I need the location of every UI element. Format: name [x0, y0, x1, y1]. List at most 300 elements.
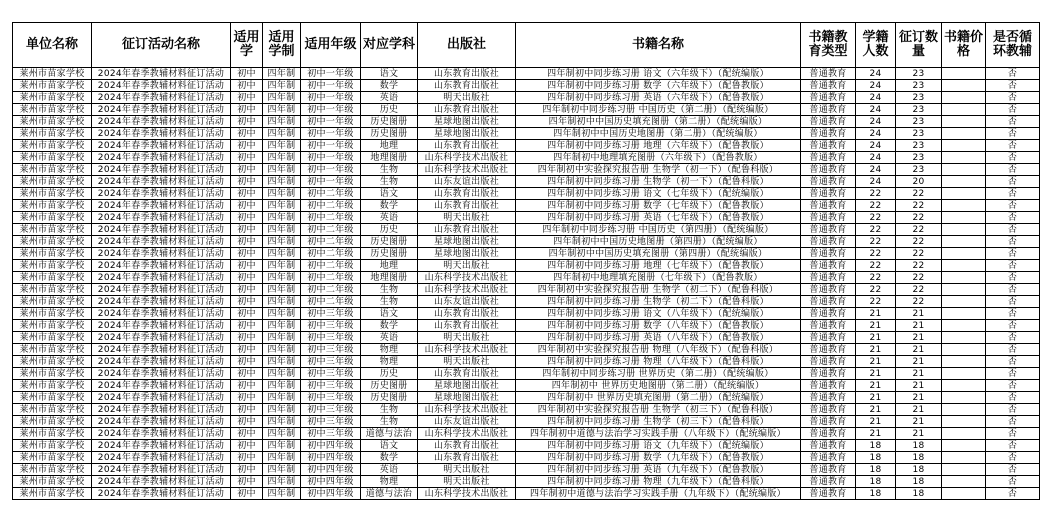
cell-school-system: 四年制: [263, 320, 301, 332]
cell-grade: 初中三年级: [301, 344, 361, 356]
cell-education-type: 普通教育: [801, 320, 856, 332]
cell-order-quantity: 21: [896, 344, 942, 356]
cell-book-title: 四年制初中同步练习册 生物学（初三下）（配鲁科版）: [516, 416, 801, 428]
cell-unit-name: 莱州市苗家学校: [13, 488, 92, 500]
cell-unit-name: 莱州市苗家学校: [13, 152, 92, 164]
cell-education-type: 普通教育: [801, 260, 856, 272]
cell-book-title: 四年制初中中国历史填充图册（第二册）（配统编版）: [516, 116, 801, 128]
cell-enrolled-count: 24: [856, 128, 896, 140]
cell-activity-name: 2024年春季教辅材料征订活动: [92, 452, 231, 464]
header-activity-name: 征订活动名称: [92, 23, 231, 68]
header-book-price: 书籍价格: [942, 23, 986, 68]
cell-book-title: 四年制初中同步练习册 语文（八年级下）（配统编版）: [516, 308, 801, 320]
cell-book-title: 四年制初中同步练习册 英语（八年级下）（配鲁教版）: [516, 332, 801, 344]
cell-activity-name: 2024年春季教辅材料征订活动: [92, 416, 231, 428]
cell-school-system: 四年制: [263, 224, 301, 236]
cell-recycled-flag: 否: [986, 212, 1040, 224]
cell-subject: 生物: [361, 164, 418, 176]
cell-book-price: [942, 308, 986, 320]
cell-grade: 初中二年级: [301, 212, 361, 224]
table-row: [13, 260, 1040, 272]
cell-recycled-flag: 否: [986, 344, 1040, 356]
cell-order-quantity: 21: [896, 380, 942, 392]
cell-order-quantity: 22: [896, 248, 942, 260]
cell-school-stage: 初中: [231, 368, 263, 380]
cell-recycled-flag: 否: [986, 152, 1040, 164]
cell-publisher: 山东友谊出版社: [418, 416, 516, 428]
cell-activity-name: 2024年春季教辅材料征订活动: [92, 164, 231, 176]
cell-education-type: 普通教育: [801, 140, 856, 152]
cell-school-system: 四年制: [263, 104, 301, 116]
cell-book-title: 四年制初中同步练习册 生物学（初一下）（配鲁科版）: [516, 176, 801, 188]
cell-recycled-flag: 否: [986, 140, 1040, 152]
table-row: [13, 416, 1040, 428]
cell-school-system: 四年制: [263, 476, 301, 488]
cell-grade: 初中三年级: [301, 404, 361, 416]
cell-recycled-flag: 否: [986, 272, 1040, 284]
cell-order-quantity: 23: [896, 128, 942, 140]
cell-school-stage: 初中: [231, 164, 263, 176]
cell-publisher: 山东科学技术出版社: [418, 152, 516, 164]
cell-school-system: 四年制: [263, 332, 301, 344]
cell-education-type: 普通教育: [801, 416, 856, 428]
cell-book-price: [942, 272, 986, 284]
cell-education-type: 普通教育: [801, 236, 856, 248]
cell-school-system: 四年制: [263, 212, 301, 224]
cell-enrolled-count: 21: [856, 368, 896, 380]
cell-book-title: 四年制初中中国历史地图册（第二册）（配统编版）: [516, 128, 801, 140]
cell-activity-name: 2024年春季教辅材料征订活动: [92, 332, 231, 344]
cell-grade: 初中一年级: [301, 128, 361, 140]
table-row: [13, 164, 1040, 176]
table-row: [13, 116, 1040, 128]
cell-subject: 生物: [361, 404, 418, 416]
cell-unit-name: 莱州市苗家学校: [13, 356, 92, 368]
cell-book-price: [942, 236, 986, 248]
cell-recycled-flag: 否: [986, 404, 1040, 416]
cell-enrolled-count: 22: [856, 272, 896, 284]
cell-grade: 初中三年级: [301, 320, 361, 332]
cell-grade: 初中一年级: [301, 104, 361, 116]
cell-enrolled-count: 21: [856, 380, 896, 392]
cell-activity-name: 2024年春季教辅材料征订活动: [92, 320, 231, 332]
cell-unit-name: 莱州市苗家学校: [13, 332, 92, 344]
cell-publisher: 山东教育出版社: [418, 440, 516, 452]
cell-education-type: 普通教育: [801, 488, 856, 500]
cell-education-type: 普通教育: [801, 404, 856, 416]
cell-school-system: 四年制: [263, 152, 301, 164]
cell-subject: 数学: [361, 452, 418, 464]
cell-activity-name: 2024年春季教辅材料征订活动: [92, 212, 231, 224]
cell-grade: 初中二年级: [301, 296, 361, 308]
cell-school-system: 四年制: [263, 440, 301, 452]
cell-unit-name: 莱州市苗家学校: [13, 344, 92, 356]
cell-subject: 历史图册: [361, 248, 418, 260]
cell-book-title: 四年制初中实验探究报告册 物理（八年级下）（配鲁科版）: [516, 344, 801, 356]
table-row: [13, 320, 1040, 332]
cell-enrolled-count: 21: [856, 404, 896, 416]
cell-education-type: 普通教育: [801, 128, 856, 140]
cell-grade: 初中一年级: [301, 152, 361, 164]
cell-enrolled-count: 21: [856, 308, 896, 320]
cell-recycled-flag: 否: [986, 380, 1040, 392]
cell-school-stage: 初中: [231, 464, 263, 476]
cell-enrolled-count: 24: [856, 176, 896, 188]
cell-book-price: [942, 152, 986, 164]
cell-education-type: 普通教育: [801, 152, 856, 164]
cell-order-quantity: 22: [896, 224, 942, 236]
cell-book-price: [942, 332, 986, 344]
table-row: [13, 140, 1040, 152]
cell-book-title: 四年制初中同步练习册 数学（六年级下）（配鲁教版）: [516, 80, 801, 92]
cell-school-stage: 初中: [231, 260, 263, 272]
cell-grade: 初中二年级: [301, 260, 361, 272]
cell-book-title: 四年制初中同步练习册 数学（九年级下）（配鲁教版）: [516, 452, 801, 464]
cell-activity-name: 2024年春季教辅材料征订活动: [92, 464, 231, 476]
cell-book-price: [942, 248, 986, 260]
cell-recycled-flag: 否: [986, 440, 1040, 452]
cell-enrolled-count: 22: [856, 284, 896, 296]
cell-grade: 初中四年级: [301, 452, 361, 464]
cell-school-stage: 初中: [231, 176, 263, 188]
cell-unit-name: 莱州市苗家学校: [13, 440, 92, 452]
cell-recycled-flag: 否: [986, 296, 1040, 308]
cell-book-price: [942, 380, 986, 392]
cell-grade: 初中三年级: [301, 308, 361, 320]
cell-education-type: 普通教育: [801, 188, 856, 200]
cell-school-stage: 初中: [231, 236, 263, 248]
cell-unit-name: 莱州市苗家学校: [13, 116, 92, 128]
header-enrolled-count: 学籍人数: [856, 23, 896, 68]
cell-activity-name: 2024年春季教辅材料征订活动: [92, 308, 231, 320]
cell-unit-name: 莱州市苗家学校: [13, 176, 92, 188]
header-unit-name: 单位名称: [13, 23, 92, 68]
cell-school-stage: 初中: [231, 404, 263, 416]
cell-book-price: [942, 392, 986, 404]
cell-subject: 数学: [361, 80, 418, 92]
cell-unit-name: 莱州市苗家学校: [13, 260, 92, 272]
cell-unit-name: 莱州市苗家学校: [13, 296, 92, 308]
table-row: [13, 272, 1040, 284]
cell-activity-name: 2024年春季教辅材料征订活动: [92, 344, 231, 356]
cell-order-quantity: 22: [896, 188, 942, 200]
cell-activity-name: 2024年春季教辅材料征订活动: [92, 176, 231, 188]
table-row: [13, 236, 1040, 248]
cell-enrolled-count: 22: [856, 248, 896, 260]
cell-book-price: [942, 92, 986, 104]
cell-grade: 初中二年级: [301, 200, 361, 212]
cell-recycled-flag: 否: [986, 464, 1040, 476]
cell-school-system: 四年制: [263, 416, 301, 428]
cell-recycled-flag: 否: [986, 284, 1040, 296]
cell-order-quantity: 18: [896, 488, 942, 500]
cell-school-stage: 初中: [231, 428, 263, 440]
cell-school-stage: 初中: [231, 308, 263, 320]
table-row: [13, 464, 1040, 476]
cell-education-type: 普通教育: [801, 296, 856, 308]
cell-education-type: 普通教育: [801, 68, 856, 80]
cell-unit-name: 莱州市苗家学校: [13, 416, 92, 428]
cell-order-quantity: 22: [896, 236, 942, 248]
cell-book-price: [942, 284, 986, 296]
cell-grade: 初中一年级: [301, 164, 361, 176]
cell-school-system: 四年制: [263, 392, 301, 404]
cell-subject: 历史图册: [361, 380, 418, 392]
table-row: [13, 404, 1040, 416]
cell-education-type: 普通教育: [801, 332, 856, 344]
table-header: [13, 23, 1040, 68]
cell-unit-name: 莱州市苗家学校: [13, 200, 92, 212]
cell-enrolled-count: 21: [856, 392, 896, 404]
cell-order-quantity: 23: [896, 116, 942, 128]
cell-unit-name: 莱州市苗家学校: [13, 80, 92, 92]
cell-activity-name: 2024年春季教辅材料征订活动: [92, 116, 231, 128]
cell-unit-name: 莱州市苗家学校: [13, 404, 92, 416]
cell-education-type: 普通教育: [801, 176, 856, 188]
cell-school-stage: 初中: [231, 68, 263, 80]
cell-enrolled-count: 24: [856, 80, 896, 92]
cell-publisher: 明天出版社: [418, 332, 516, 344]
cell-grade: 初中一年级: [301, 80, 361, 92]
cell-grade: 初中四年级: [301, 476, 361, 488]
cell-education-type: 普通教育: [801, 248, 856, 260]
cell-school-system: 四年制: [263, 140, 301, 152]
cell-publisher: 明天出版社: [418, 260, 516, 272]
cell-activity-name: 2024年春季教辅材料征订活动: [92, 68, 231, 80]
cell-school-system: 四年制: [263, 488, 301, 500]
cell-enrolled-count: 24: [856, 140, 896, 152]
cell-publisher: 山东教育出版社: [418, 140, 516, 152]
cell-recycled-flag: 否: [986, 164, 1040, 176]
cell-publisher: 山东科学技术出版社: [418, 272, 516, 284]
cell-order-quantity: 21: [896, 404, 942, 416]
cell-subject: 英语: [361, 464, 418, 476]
cell-enrolled-count: 18: [856, 464, 896, 476]
cell-subject: 英语: [361, 332, 418, 344]
cell-unit-name: 莱州市苗家学校: [13, 128, 92, 140]
table-row: [13, 392, 1040, 404]
cell-unit-name: 莱州市苗家学校: [13, 272, 92, 284]
cell-publisher: 山东教育出版社: [418, 320, 516, 332]
cell-school-stage: 初中: [231, 416, 263, 428]
cell-order-quantity: 22: [896, 296, 942, 308]
cell-publisher: 明天出版社: [418, 212, 516, 224]
cell-book-title: 四年制初中同步练习册 物理（九年级下）（配鲁科版）: [516, 476, 801, 488]
cell-enrolled-count: 22: [856, 296, 896, 308]
cell-recycled-flag: 否: [986, 224, 1040, 236]
table-row: [13, 128, 1040, 140]
cell-school-stage: 初中: [231, 92, 263, 104]
cell-school-system: 四年制: [263, 128, 301, 140]
cell-publisher: 星球地图出版社: [418, 236, 516, 248]
cell-publisher: 明天出版社: [418, 476, 516, 488]
cell-book-price: [942, 452, 986, 464]
cell-publisher: 山东科学技术出版社: [418, 164, 516, 176]
cell-recycled-flag: 否: [986, 416, 1040, 428]
cell-grade: 初中二年级: [301, 272, 361, 284]
cell-book-price: [942, 200, 986, 212]
cell-book-price: [942, 428, 986, 440]
cell-recycled-flag: 否: [986, 92, 1040, 104]
cell-recycled-flag: 否: [986, 260, 1040, 272]
cell-order-quantity: 18: [896, 440, 942, 452]
cell-school-system: 四年制: [263, 284, 301, 296]
cell-book-title: 四年制初中实验探究报告册 生物学（初一下）（配鲁科版）: [516, 164, 801, 176]
cell-subject: 数学: [361, 200, 418, 212]
cell-unit-name: 莱州市苗家学校: [13, 164, 92, 176]
cell-unit-name: 莱州市苗家学校: [13, 368, 92, 380]
cell-school-system: 四年制: [263, 368, 301, 380]
cell-recycled-flag: 否: [986, 80, 1040, 92]
cell-recycled-flag: 否: [986, 368, 1040, 380]
cell-order-quantity: 18: [896, 476, 942, 488]
table-row: [13, 212, 1040, 224]
cell-book-title: 四年制初中同步练习册 语文（六年级下）（配统编版）: [516, 68, 801, 80]
cell-book-title: 四年制初中同步练习册 地理（七年级下）（配鲁教版）: [516, 260, 801, 272]
cell-grade: 初中三年级: [301, 380, 361, 392]
cell-activity-name: 2024年春季教辅材料征订活动: [92, 224, 231, 236]
cell-book-title: 四年制初中同步练习册 英语（六年级下）（配鲁教版）: [516, 92, 801, 104]
cell-publisher: 明天出版社: [418, 356, 516, 368]
cell-book-title: 四年制初中中国历史地图册（第四册）（配统编版）: [516, 236, 801, 248]
cell-book-title: 四年制初中道德与法治学习实践手册（九年级下）（配统编版）: [516, 488, 801, 500]
cell-grade: 初中二年级: [301, 236, 361, 248]
cell-book-price: [942, 80, 986, 92]
cell-subject: 物理: [361, 476, 418, 488]
cell-order-quantity: 23: [896, 104, 942, 116]
table-row: [13, 440, 1040, 452]
table-row: [13, 428, 1040, 440]
cell-education-type: 普通教育: [801, 380, 856, 392]
cell-publisher: 星球地图出版社: [418, 380, 516, 392]
cell-subject: 物理: [361, 344, 418, 356]
cell-book-title: 四年制初中同步练习册 数学（七年级下）（配鲁教版）: [516, 200, 801, 212]
cell-subject: 生物: [361, 416, 418, 428]
cell-publisher: 山东教育出版社: [418, 188, 516, 200]
cell-school-system: 四年制: [263, 344, 301, 356]
cell-education-type: 普通教育: [801, 92, 856, 104]
cell-school-system: 四年制: [263, 452, 301, 464]
cell-activity-name: 2024年春季教辅材料征订活动: [92, 440, 231, 452]
cell-order-quantity: 21: [896, 356, 942, 368]
cell-unit-name: 莱州市苗家学校: [13, 188, 92, 200]
cell-order-quantity: 21: [896, 332, 942, 344]
cell-enrolled-count: 24: [856, 164, 896, 176]
cell-enrolled-count: 22: [856, 224, 896, 236]
cell-activity-name: 2024年春季教辅材料征订活动: [92, 128, 231, 140]
table-row: [13, 380, 1040, 392]
order-table: [12, 22, 1040, 500]
cell-book-title: 四年制初中同步练习册 中国历史（第二册）（配统编版）: [516, 104, 801, 116]
cell-book-title: 四年制初中同步练习册 生物学（初二下）（配鲁科版）: [516, 296, 801, 308]
cell-school-stage: 初中: [231, 128, 263, 140]
cell-school-stage: 初中: [231, 140, 263, 152]
cell-book-price: [942, 164, 986, 176]
cell-enrolled-count: 24: [856, 92, 896, 104]
cell-school-system: 四年制: [263, 308, 301, 320]
cell-education-type: 普通教育: [801, 368, 856, 380]
cell-activity-name: 2024年春季教辅材料征订活动: [92, 152, 231, 164]
cell-book-price: [942, 296, 986, 308]
cell-school-system: 四年制: [263, 176, 301, 188]
cell-unit-name: 莱州市苗家学校: [13, 224, 92, 236]
cell-publisher: 山东科学技术出版社: [418, 404, 516, 416]
cell-subject: 物理: [361, 356, 418, 368]
cell-order-quantity: 18: [896, 464, 942, 476]
header-school-stage: 适用学: [231, 23, 263, 68]
cell-unit-name: 莱州市苗家学校: [13, 284, 92, 296]
table-row: [13, 224, 1040, 236]
cell-grade: 初中一年级: [301, 92, 361, 104]
cell-book-price: [942, 416, 986, 428]
cell-unit-name: 莱州市苗家学校: [13, 380, 92, 392]
cell-school-stage: 初中: [231, 380, 263, 392]
cell-activity-name: 2024年春季教辅材料征订活动: [92, 392, 231, 404]
cell-activity-name: 2024年春季教辅材料征订活动: [92, 140, 231, 152]
table-row: [13, 104, 1040, 116]
cell-book-title: 四年制初中同步练习册 语文（九年级下）（配统编版）: [516, 440, 801, 452]
cell-book-price: [942, 440, 986, 452]
cell-recycled-flag: 否: [986, 428, 1040, 440]
cell-enrolled-count: 24: [856, 104, 896, 116]
cell-book-title: 四年制初中地理填充图册（六年级下）（配鲁教版）: [516, 152, 801, 164]
cell-activity-name: 2024年春季教辅材料征订活动: [92, 104, 231, 116]
cell-book-price: [942, 104, 986, 116]
cell-book-price: [942, 116, 986, 128]
cell-school-stage: 初中: [231, 200, 263, 212]
cell-publisher: 山东教育出版社: [418, 308, 516, 320]
cell-book-price: [942, 140, 986, 152]
cell-unit-name: 莱州市苗家学校: [13, 92, 92, 104]
cell-school-system: 四年制: [263, 380, 301, 392]
table-row: [13, 92, 1040, 104]
cell-education-type: 普通教育: [801, 200, 856, 212]
cell-activity-name: 2024年春季教辅材料征订活动: [92, 236, 231, 248]
table-row: [13, 308, 1040, 320]
table-row: [13, 200, 1040, 212]
cell-activity-name: 2024年春季教辅材料征订活动: [92, 380, 231, 392]
cell-enrolled-count: 21: [856, 416, 896, 428]
cell-subject: 地理图册: [361, 152, 418, 164]
cell-order-quantity: 21: [896, 308, 942, 320]
cell-education-type: 普通教育: [801, 464, 856, 476]
table-row: [13, 488, 1040, 500]
cell-order-quantity: 21: [896, 416, 942, 428]
cell-book-title: 四年制初中同步练习册 语文（七年级下）（配统编版）: [516, 188, 801, 200]
cell-school-system: 四年制: [263, 116, 301, 128]
cell-subject: 语文: [361, 188, 418, 200]
cell-school-system: 四年制: [263, 260, 301, 272]
table-header-row: [13, 23, 1040, 68]
table-row: [13, 176, 1040, 188]
cell-publisher: 山东友谊出版社: [418, 176, 516, 188]
cell-unit-name: 莱州市苗家学校: [13, 236, 92, 248]
cell-subject: 生物: [361, 284, 418, 296]
cell-subject: 历史图册: [361, 128, 418, 140]
cell-order-quantity: 23: [896, 152, 942, 164]
cell-publisher: 山东教育出版社: [418, 104, 516, 116]
cell-book-price: [942, 260, 986, 272]
cell-order-quantity: 22: [896, 284, 942, 296]
cell-school-system: 四年制: [263, 296, 301, 308]
cell-publisher: 星球地图出版社: [418, 128, 516, 140]
cell-book-title: 四年制初中道德与法治学习实践手册（八年级下）（配统编版）: [516, 428, 801, 440]
header-subject: 对应学科: [361, 23, 418, 68]
table-row: [13, 356, 1040, 368]
cell-publisher: 山东教育出版社: [418, 68, 516, 80]
cell-education-type: 普通教育: [801, 224, 856, 236]
cell-subject: 历史图册: [361, 392, 418, 404]
